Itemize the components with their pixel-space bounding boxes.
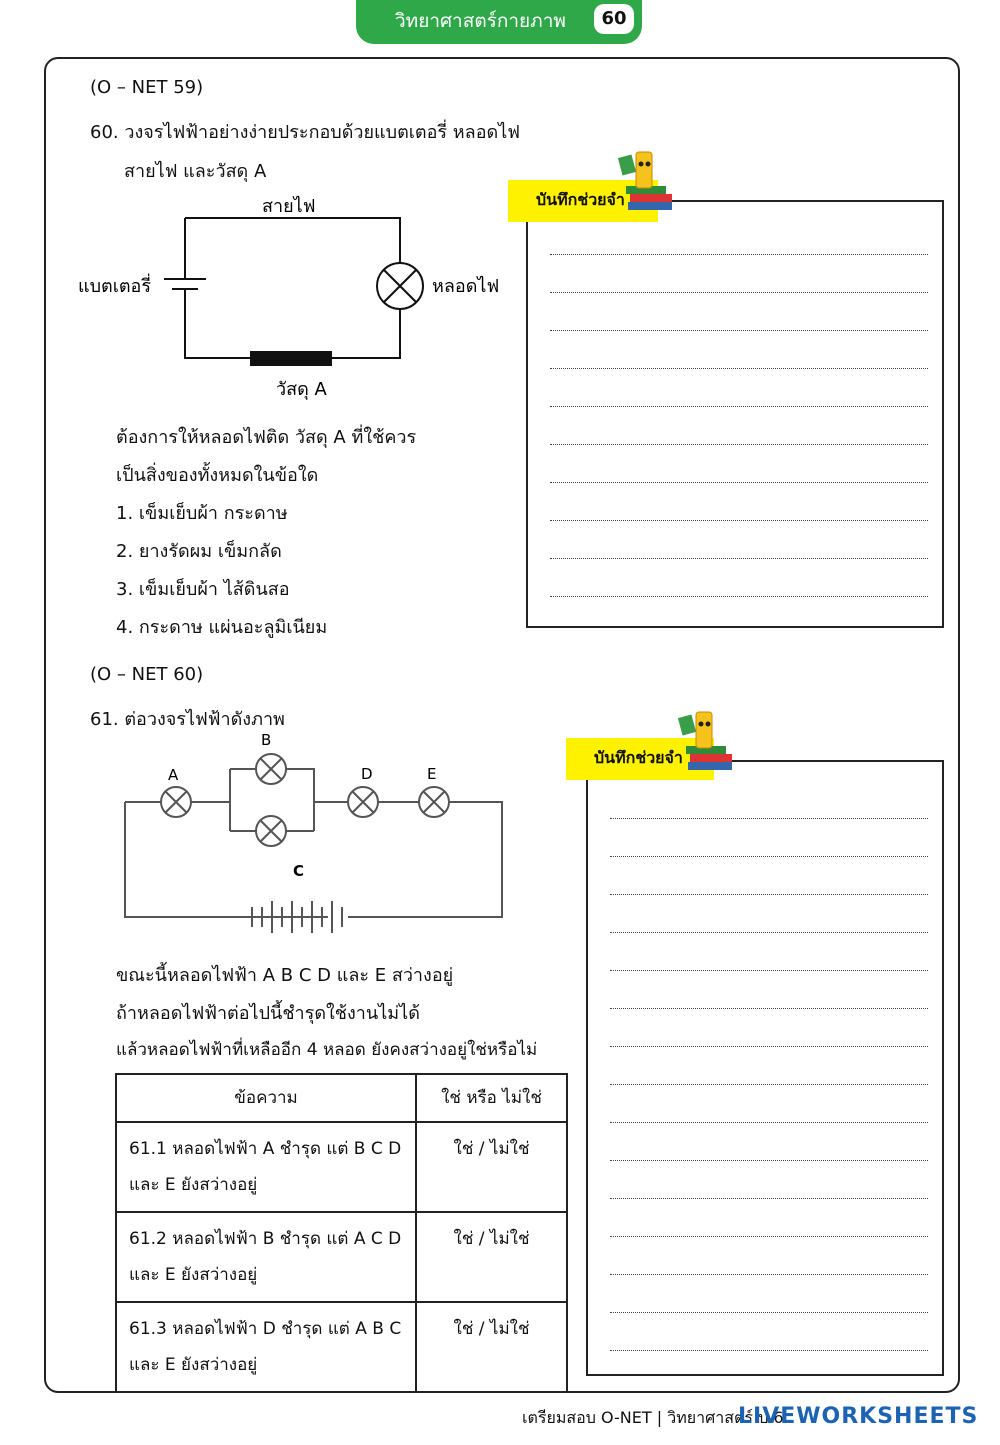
note-box-2-title: บันทึกช่วยจำ	[566, 738, 714, 780]
q60-choice-3[interactable]: 3. เข็มเย็บผ้า ไส้ดินสอ	[116, 579, 290, 600]
bulb-a	[161, 787, 191, 817]
bulb-d	[348, 787, 378, 817]
note-line[interactable]	[610, 1160, 928, 1161]
q60-question-line1: 60. วงจรไฟฟ้าอย่างง่ายประกอบด้วยแบตเตอรี่ หลอดไฟ	[90, 122, 520, 143]
note-line[interactable]	[610, 1084, 928, 1085]
statement-cell	[116, 1122, 416, 1212]
q61-prompt-line3: แล้วหลอดไฟฟ้าที่เหลืออีก 4 หลอด ยังคงสว่างอยู่ใช่หรือไม่	[116, 1040, 538, 1060]
statement-line2: และ E ยังสว่างอยู่	[129, 1175, 258, 1195]
note-line[interactable]	[610, 818, 928, 819]
note-line[interactable]	[610, 894, 928, 895]
q61-circuit-diagram	[110, 725, 520, 945]
bulb-b-top	[256, 754, 286, 784]
note-line[interactable]	[610, 1198, 928, 1199]
header-title: วิทยาศาสตร์กายภาพ	[395, 10, 566, 32]
table-header-answer: ใช่ หรือ ไม่ใช่	[416, 1074, 567, 1122]
note-box-2	[586, 760, 944, 1376]
q60-question-line2: สายไฟ และวัสดุ A	[124, 161, 267, 182]
statement-line1: 61.1 หลอดไฟฟ้า A ชำรุด แต่ B C D	[129, 1139, 402, 1159]
statement-line1: 61.3 หลอดไฟฟ้า D ชำรุด แต่ A B C	[129, 1319, 402, 1339]
q60-circuit-diagram	[70, 188, 520, 408]
note-line[interactable]	[610, 970, 928, 971]
label-d: D	[361, 765, 373, 783]
note-line[interactable]	[610, 1046, 928, 1047]
label-e: E	[427, 765, 437, 783]
note-line[interactable]	[610, 1008, 928, 1009]
statement-cell	[116, 1302, 416, 1392]
note-line[interactable]	[610, 856, 928, 857]
note-line[interactable]	[550, 292, 928, 293]
answer-cell[interactable]: ใช่ / ไม่ใช่	[416, 1122, 567, 1212]
note-line[interactable]	[550, 254, 928, 255]
mascot-pencil-icon	[672, 706, 742, 776]
q60-prompt-line2: เป็นสิ่งของทั้งหมดในข้อใด	[116, 465, 319, 486]
note-line[interactable]	[610, 1122, 928, 1123]
q61-prompt-line1: ขณะนี้หลอดไฟฟ้า A B C D และ E สว่างอยู่	[116, 965, 454, 986]
note-line[interactable]	[610, 1350, 928, 1351]
statement-line2: และ E ยังสว่างอยู่	[129, 1265, 258, 1285]
label-a: A	[168, 766, 179, 784]
q61-prompt-line2: ถ้าหลอดไฟฟ้าต่อไปนี้ชำรุดใช้งานไม่ได้	[116, 1003, 420, 1024]
note-line[interactable]	[610, 932, 928, 933]
note-line[interactable]	[550, 444, 928, 445]
label-bulb: หลอดไฟ	[432, 276, 500, 297]
note-line[interactable]	[610, 1312, 928, 1313]
q61-answer-table	[115, 1073, 568, 1393]
answer-cell[interactable]: ใช่ / ไม่ใช่	[416, 1212, 567, 1302]
q61-question: 61. ต่อวงจรไฟฟ้าดังภาพ	[90, 709, 285, 730]
note-line[interactable]	[550, 406, 928, 407]
note-box-1-title: บันทึกช่วยจำ	[508, 180, 658, 222]
q60-prompt-line1: ต้องการให้หลอดไฟติด วัสดุ A ที่ใช้ควร	[116, 427, 417, 448]
q60-source: (O – NET 59)	[90, 77, 204, 98]
mascot-pencil-icon	[612, 146, 682, 216]
label-material: วัสดุ A	[276, 379, 327, 400]
q60-choice-1[interactable]: 1. เข็มเย็บผ้า กระดาษ	[116, 503, 288, 524]
q61-source: (O – NET 60)	[90, 664, 204, 685]
table-header-row	[116, 1074, 567, 1122]
statement-line1: 61.2 หลอดไฟฟ้า B ชำรุด แต่ A C D	[129, 1229, 402, 1249]
note-line[interactable]	[550, 520, 928, 521]
liveworksheets-watermark[interactable]: LIVEWORKSHEETS	[738, 1404, 979, 1429]
answer-cell[interactable]: ใช่ / ไม่ใช่	[416, 1302, 567, 1392]
table-header-statement: ข้อความ	[116, 1074, 416, 1122]
bulb-c-bottom	[256, 816, 286, 846]
note-line[interactable]	[550, 596, 928, 597]
footer-text: เตรียมสอบ O-NET | วิทยาศาสตร์ ป.6	[522, 1408, 784, 1427]
statement-line2: และ E ยังสว่างอยู่	[129, 1355, 258, 1375]
note-line[interactable]	[550, 330, 928, 331]
circuit-wire	[185, 218, 400, 358]
table-row	[116, 1302, 567, 1392]
q60-choice-2[interactable]: 2. ยางรัดผม เข็มกลัด	[116, 541, 282, 562]
page-number: 60	[594, 4, 634, 34]
note-box-1	[526, 200, 944, 628]
bulb-e	[419, 787, 449, 817]
note-line[interactable]	[550, 558, 928, 559]
statement-cell	[116, 1212, 416, 1302]
note-line[interactable]	[610, 1236, 928, 1237]
note-line[interactable]	[550, 368, 928, 369]
label-c: C	[293, 862, 305, 880]
material-a-block	[250, 351, 332, 366]
note-line[interactable]	[610, 1274, 928, 1275]
label-battery: แบตเตอรี่	[78, 276, 152, 297]
note-line[interactable]	[550, 482, 928, 483]
q60-choice-4[interactable]: 4. กระดาษ แผ่นอะลูมิเนียม	[116, 617, 328, 638]
label-wire: สายไฟ	[262, 196, 316, 217]
label-b: B	[261, 731, 272, 749]
table-row	[116, 1122, 567, 1212]
table-row	[116, 1212, 567, 1302]
